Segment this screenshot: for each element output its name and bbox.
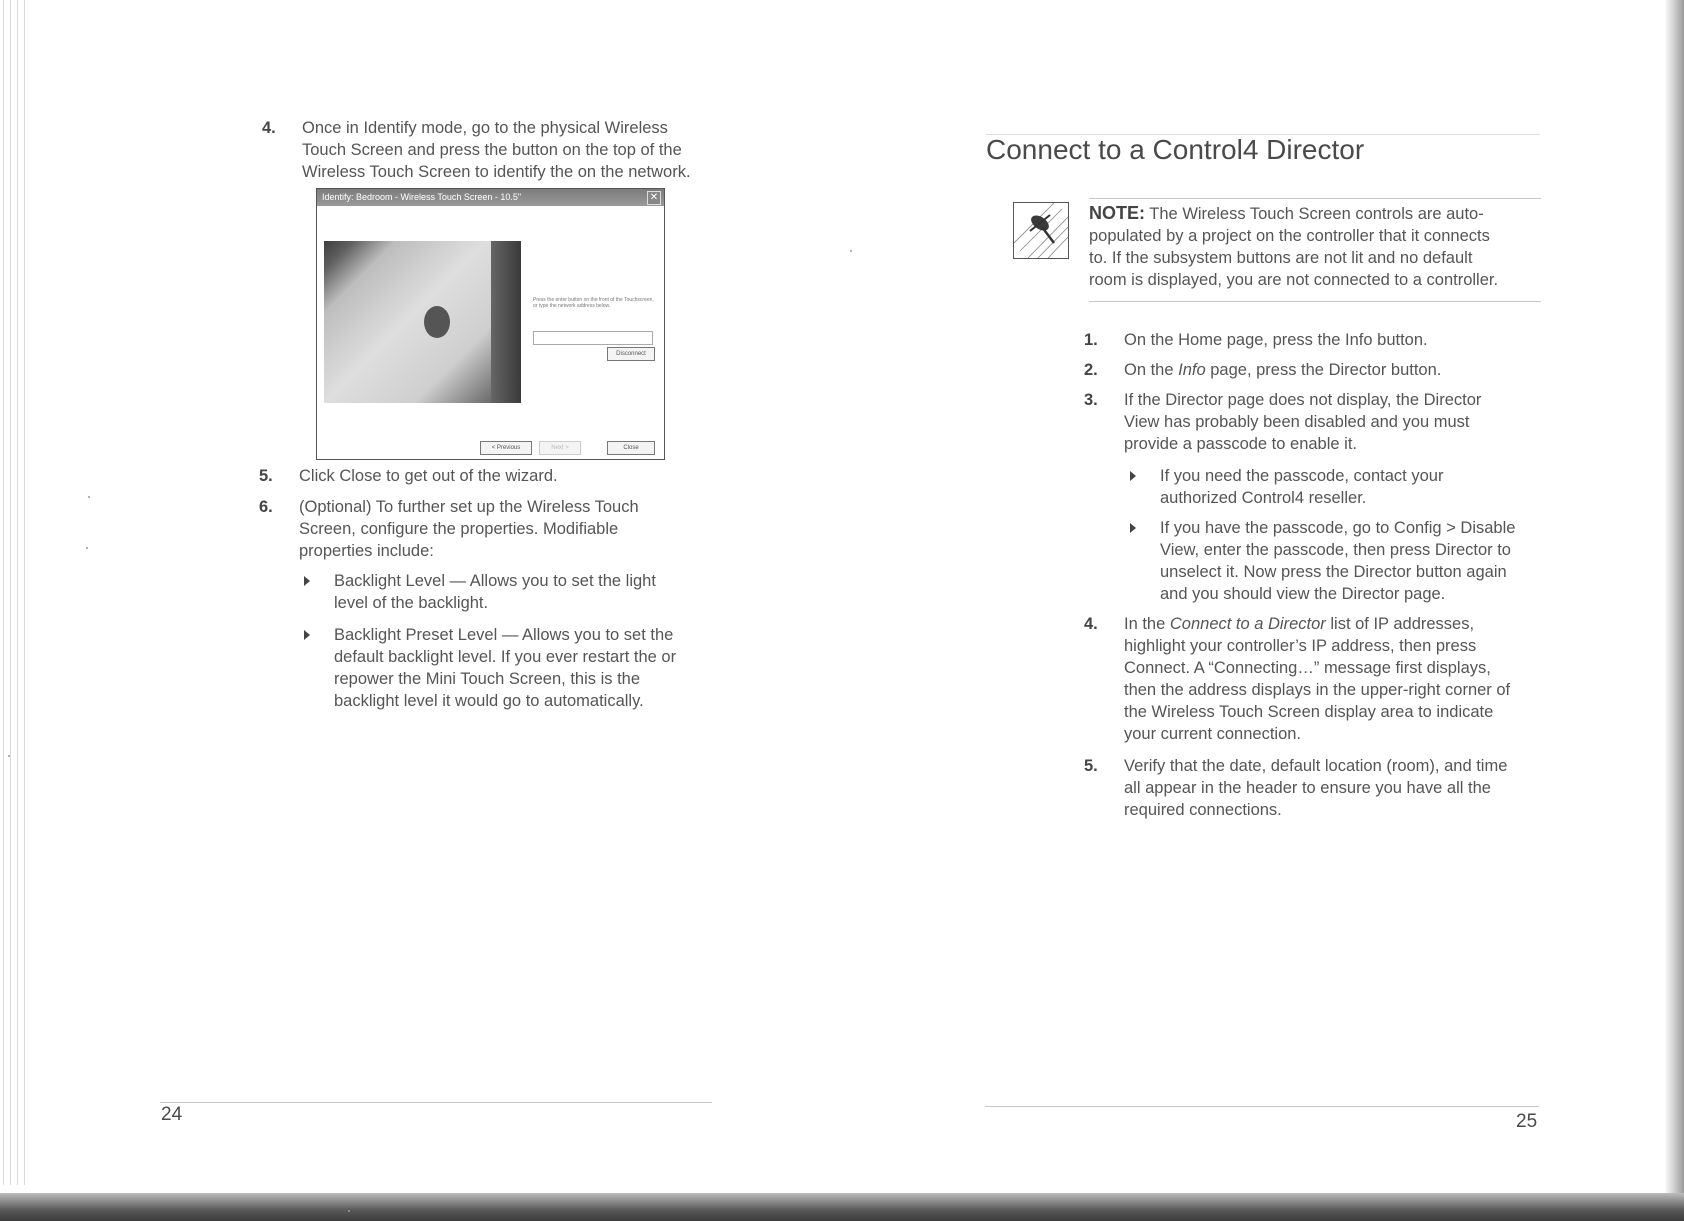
left-step-4 [262,117,732,183]
step-3-line-1: If the Director page does not display, the Director [1124,391,1482,409]
close-icon: ✕ [647,191,661,205]
step-4-text-end: list of IP addresses, [1325,615,1475,633]
bullet-1-line-2: level of the backlight. [334,594,489,612]
page-right-edge [1665,0,1684,1221]
step-5-text: Click Close to get out of the wizard. [299,467,558,485]
bullet-1-line-1: Backlight Level — Allows you to set the light [334,572,656,590]
scan-speck [8,755,10,757]
step-3-line-3: provide a passcode to enable it. [1124,435,1357,453]
step-number: 2. [1084,361,1098,379]
note-line-4: room is displayed, you are not connected to a controller. [1089,271,1499,289]
page-number-right: 25 [1516,1111,1538,1132]
close-button: Close [607,441,655,455]
r-bullet-1-line-1: If you need the passcode, contact your [1160,467,1444,485]
r-bullet-2-line-4: and you should view the Director page. [1160,585,1446,603]
touchscreen-bezel-image [491,241,521,403]
bullet-2-line-3: repower the Mini Touch Screen, this is the [334,670,641,688]
right-step-4 [1084,613,1554,745]
step-number: 1. [1084,331,1098,349]
scan-speck [348,1210,350,1212]
note-line-3: to. If the subsystem buttons are not lit and no default [1089,249,1473,267]
touchscreen-button-image [424,306,450,338]
previous-button: < Previous [480,441,532,455]
dialog-title: Identify: Bedroom - Wireless Touch Screen - 10.5" [317,189,664,206]
scan-speck [88,496,90,498]
note-rule-bottom [1089,301,1541,302]
step-5-line-3: required connections. [1124,801,1282,819]
right-bullet-have-passcode [1160,517,1560,605]
left-bullet-backlight-preset [334,624,734,712]
step-4-line-3: Connect. A “Connecting…” message first displays, [1124,659,1491,677]
step-4-line-5: the Wireless Touch Screen display area to indicate [1124,703,1494,721]
page-number-left: 24 [161,1104,183,1125]
bullet-arrow-icon [304,630,310,640]
right-step-5 [1084,755,1554,821]
identify-dialog-screenshot [316,188,665,460]
scan-speck [86,547,88,549]
step-3-line-2: View has probably been disabled and you must [1124,413,1470,431]
step-number: 5. [1084,757,1098,775]
note-line-1: The Wireless Touch Screen controls are auto- [1149,205,1484,223]
step-5-line-1: Verify that the date, default location (room), and time [1124,757,1508,775]
step-4-line-3: Wireless Touch Screen to identify the on the network. [302,163,691,181]
step-2-text-start: On the [1124,361,1179,379]
note-pushpin-icon [1013,202,1069,259]
step-4-line-2: Touch Screen and press the button on the top of the [302,141,682,159]
book-spine-edge [0,0,30,1185]
step-number: 6. [259,498,273,516]
note-box [1089,202,1539,291]
step-2-text-end: page, press the Director button. [1205,361,1442,379]
connect-list-name: Connect to a Director [1169,615,1326,633]
section-title: Connect to a Control4 Director [986,134,1365,165]
left-step-5 [259,465,729,487]
footer-rule-right [985,1106,1539,1107]
step-4-text-start: In the [1124,615,1170,633]
step-number: 5. [259,467,273,485]
bullet-arrow-icon [1130,471,1136,481]
step-4-line-1: Once in Identify mode, go to the physical Wireless [302,119,668,137]
step-6-line-1: (Optional) To further set up the Wireless Touch [299,498,639,516]
bullet-2-line-4: backlight level it would go to automatically. [334,692,644,710]
right-bullet-need-passcode [1160,465,1560,509]
right-step-1 [1084,329,1554,351]
next-button: Next > [539,441,581,455]
step-1-text: On the Home page, press the Info button. [1124,331,1428,349]
scan-speck [850,250,852,252]
info-page-name: Info [1178,361,1206,379]
note-line-2: populated by a project on the controller that it connects [1089,227,1490,245]
step-2-text [1124,359,1554,381]
left-bullet-backlight-level [334,570,734,614]
step-4-line-4: then the address displays in the upper-right corner of [1124,681,1511,699]
bullet-2-line-2: default backlight level. If you ever restart the or [334,648,677,666]
step-4-line-2: highlight your controller’s IP address, then press [1124,637,1477,655]
touchscreen-photo [324,241,521,403]
step-number: 4. [1084,615,1098,633]
note-rule-top [1089,198,1541,199]
note-label: NOTE: [1089,203,1145,223]
r-bullet-2-line-1: If you have the passcode, go to Config > Disable [1160,519,1516,537]
scan-bottom-edge [0,1193,1684,1221]
step-5-line-2: all appear in the header to ensure you have all the [1124,779,1491,797]
footer-rule-left [160,1102,712,1103]
step-number: 3. [1084,391,1098,409]
step-6-line-3: properties include: [299,542,434,560]
disconnect-button: Disconnect [607,347,655,361]
r-bullet-2-line-2: View, enter the passcode, then press Director to [1160,541,1511,559]
bullet-2-line-1: Backlight Preset Level — Allows you to set the [334,626,674,644]
bullet-arrow-icon [1130,523,1136,533]
step-4-line-6: your current connection. [1124,725,1302,743]
r-bullet-1-line-2: authorized Control4 reseller. [1160,489,1367,507]
step-4-line-1 [1124,613,1554,635]
step-number: 4. [262,119,276,137]
r-bullet-2-line-3: unselect it. Now press the Director button again [1160,563,1507,581]
dialog-instruction: Press the enter button on the front of the Touchscreen, or type the network address below. [533,297,654,309]
left-step-6 [259,496,729,562]
step-6-line-2: Screen, configure the properties. Modifiable [299,520,619,538]
right-step-3 [1084,389,1554,455]
right-step-2 [1084,359,1554,381]
bullet-arrow-icon [304,576,310,586]
network-address-field [533,331,653,345]
